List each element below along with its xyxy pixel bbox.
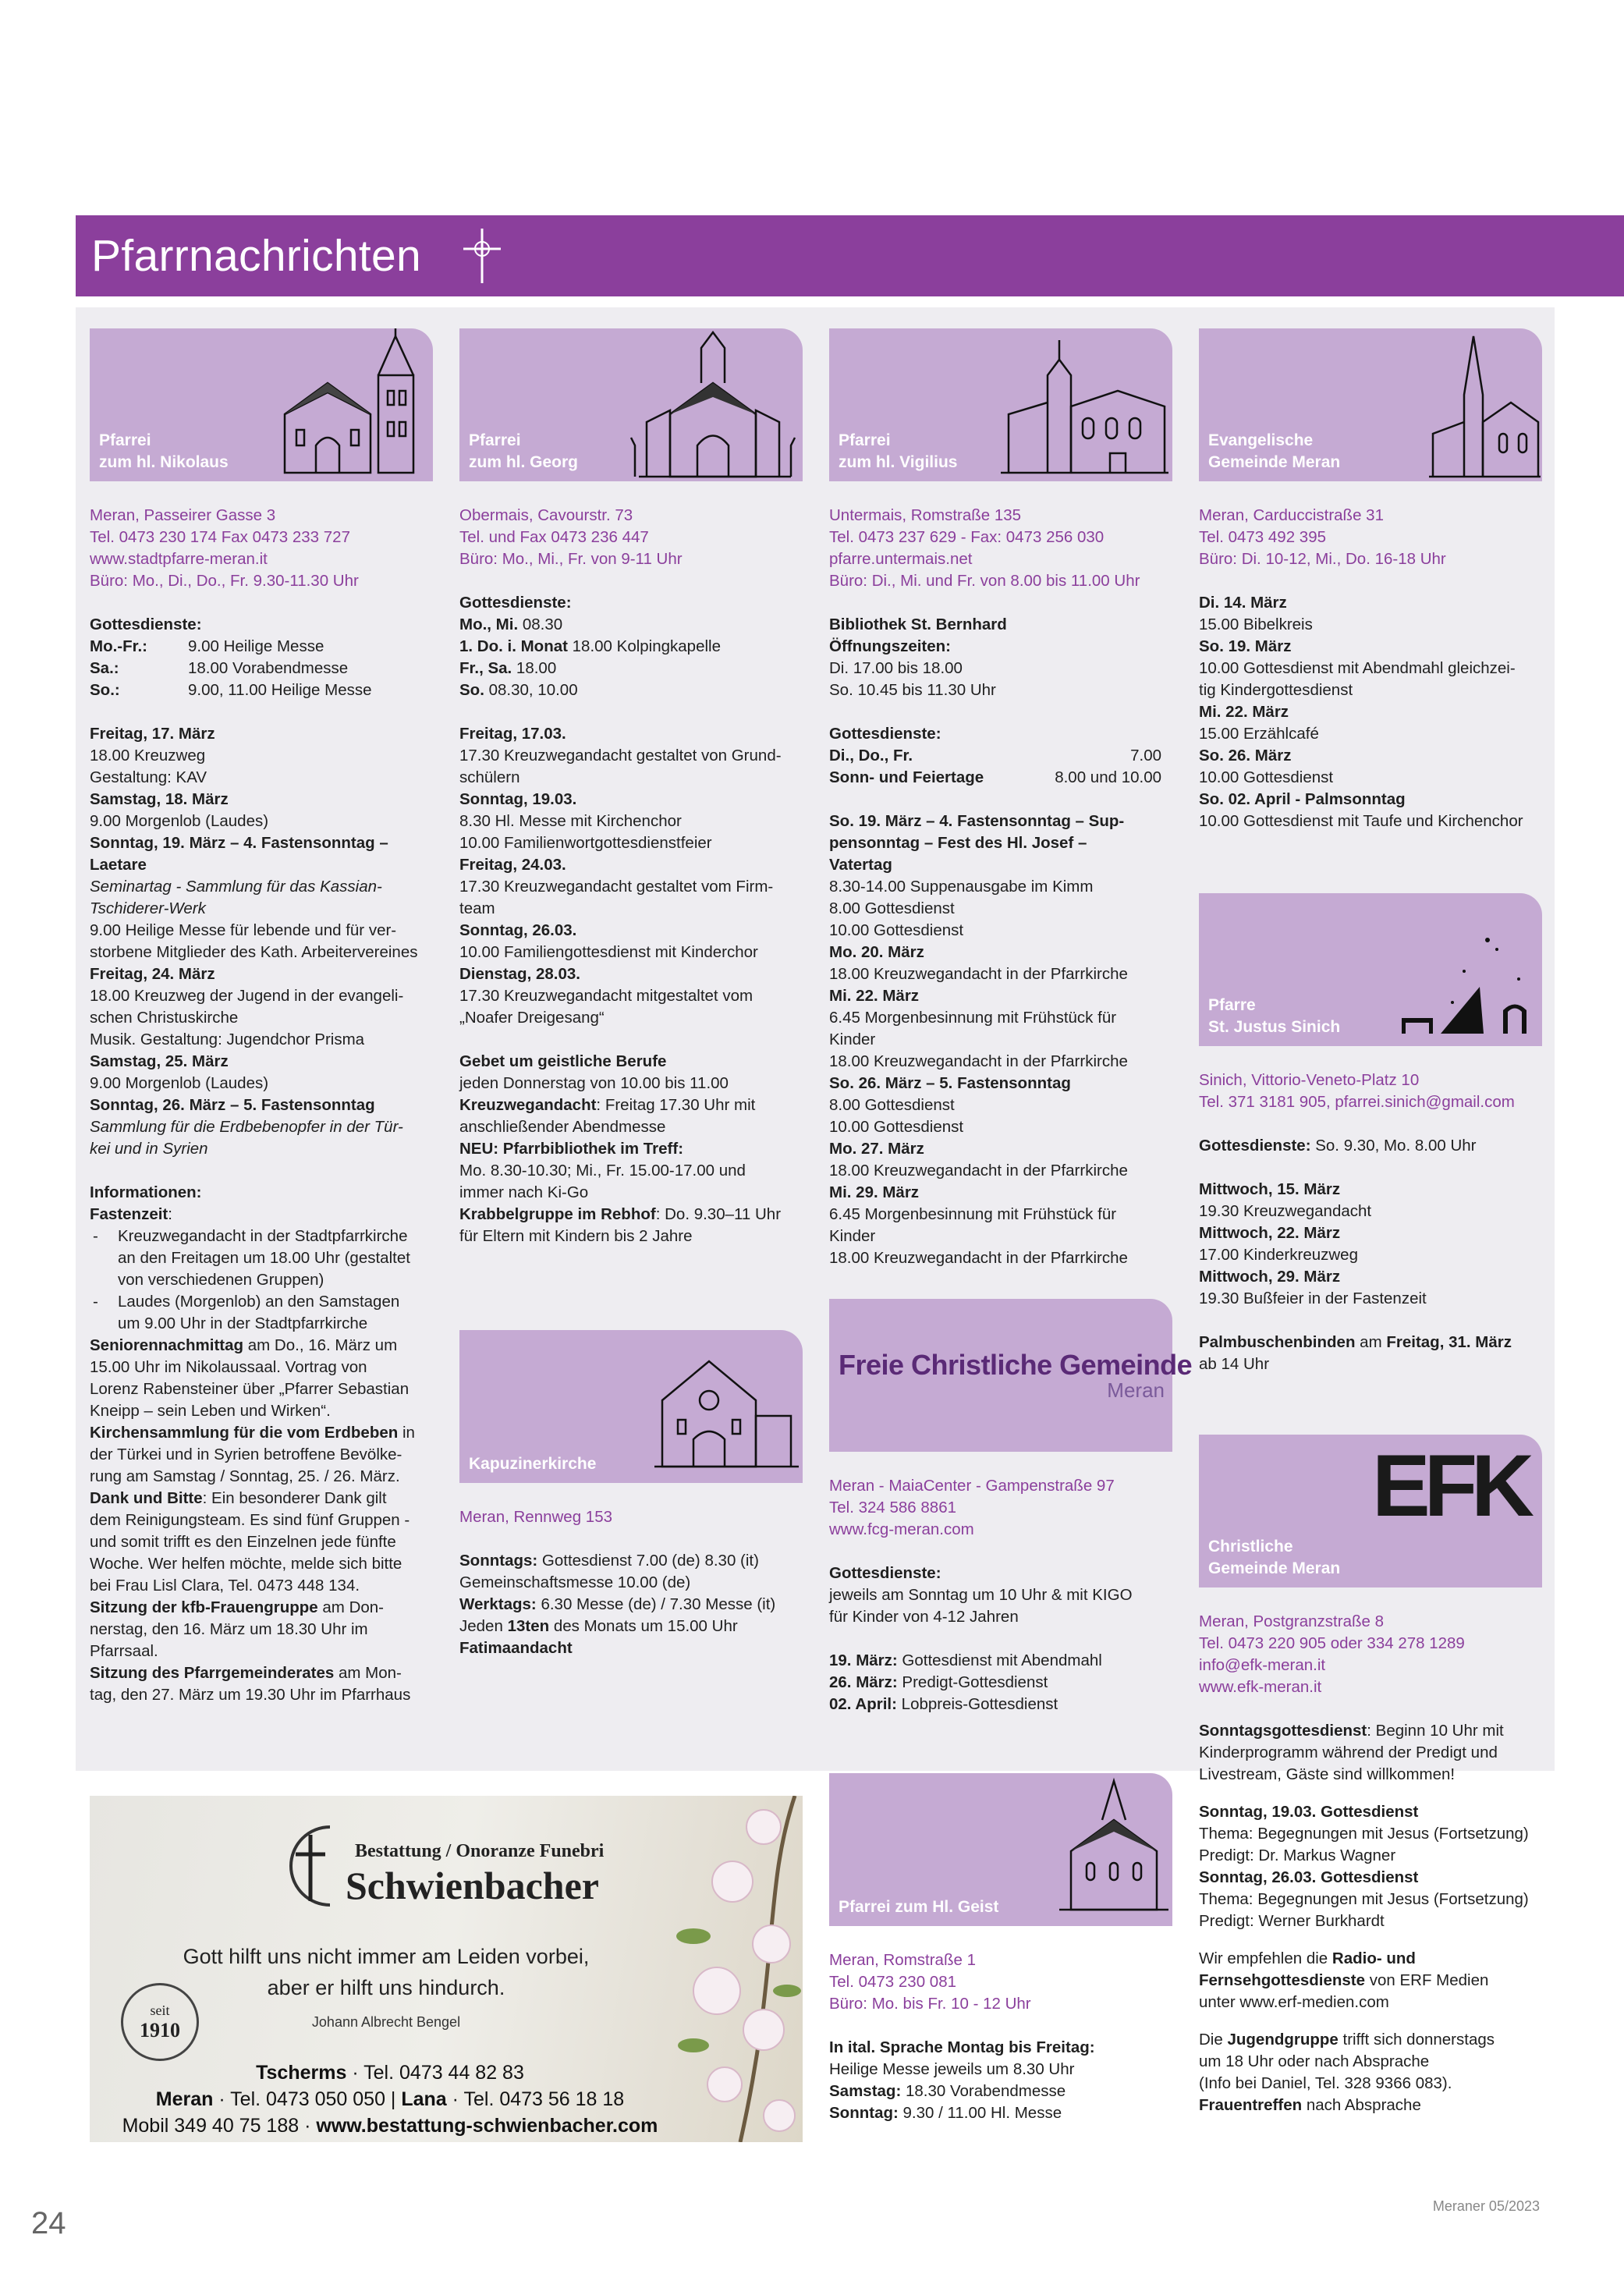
card-label: Pfarrei zum Hl. Geist <box>839 1898 999 1916</box>
church-georg-icon <box>623 328 803 481</box>
events-nikolaus: Gottesdienste: Mo.-Fr.: 9.00 Heilige Messe Sa.: 18.00 Vorabendmesse So.: 9.00, 11.00 Heilige Messe Freitag, 17. März 18.00 Kreuzweg Gestaltung: KAV Samstag, 18. März 9.00 Morgenlob (Laudes) Sonntag, 19. März – 4. Fastensonntag – Laetare Seminartag - Sammlung für das Kassian- Tschiderer-Werk 9.00 Heilige Messe für lebende und für ver- storbene Mitglieder des Kath. Arbeitervereines Freitag, 24. März 18.00 Kreuzweg der Jugend in der evangeli- schen Christuskirche Musik. Gestaltung: Jugendchor Prisma Samstag, 25. März 9.00 Morgenlob (Laudes) Sonntag, 26. März – 5. Fastensonntag Sammlung für die Erdbebenopfer in der Tür- kei und in Syrien Informationen: Fastenzeit: - Kreuzwegandacht in der Stadtpfarrkirche an den Freitagen um 18.00 Uhr (gestaltet von verschiedenen Gruppen) - Laudes (Morgenlob) an den Samstagen um 9.00 Uhr in der Stadtpfarrkirche Seniorennachmittag am Do., 16. März um 15.00 Uhr im Nikolaussaal. Vortrag von Lorenz Rabensteiner über „Pfarrer Sebastian Kneipp – sein Leben und Wirken“. Kirchensammlung für die vom Erdbeben in der Türkei und in Syrien betroffene Bevölke- rung am Samstag / Sonntag, 25. / 26. März. Dank und Bitte: Ein besonderer Dank gilt dem Reinigungsteam. Es sind fünf Gruppen - und somit trifft es den Einzelnen jede fünfte Woche. Wer helfen möchte, melde sich bitte bei Frau Lisl Clara, Tel. 0473 448 134. Sitzung der kfb-Frauengruppe am Don- nerstag, den 16. März um 18.30 Uhr im Pfarrsaal. Sitzung des Pfarrgemeinderates am Mon- tag, den 27. März um 19.30 Uhr im Pfarrhaus <box>90 615 418 1704</box>
seit-badge: seit 1910 <box>121 1983 199 2061</box>
church-vigilius-icon <box>993 328 1172 481</box>
contact-info: Untermais, Romstraße 135 Tel. 0473 237 629 - Fax: 0473 256 030 pfarre.untermais.net Büro: Di., Mi. und Fr. von 8.00 bis 11.00 Uhr <box>829 505 1172 592</box>
card-kapuziner <box>459 1330 803 1483</box>
ad-quote-author: Johann Albrecht Bengel <box>311 2014 461 2030</box>
card-vigilius <box>829 328 1172 481</box>
events-evangelisch: Di. 14. März 15.00 Bibelkreis So. 19. März 10.00 Gottesdienst mit Abendmahl gleichzei- tig Kindergottesdienst Mi. 22. März 15.00 Erzählcafé So. 26. März 10.00 Gottesdienst So. 02. April - Palmsonntag 10.00 Gottesdienst mit Taufe und Kirchenchor <box>1199 594 1523 830</box>
contact-info: Meran - MaiaCenter - Gampenstraße 97 Tel. 324 586 8861 www.fcg-meran.com <box>829 1475 1172 1541</box>
magazine-issue: Meraner 05/2023 <box>1432 2198 1540 2214</box>
card-sinich <box>1199 893 1542 1046</box>
card-geist <box>829 1773 1172 1926</box>
ad-quote: Gott hilft uns nicht immer am Leiden vorbei, aber er hilft uns hindurch. <box>183 1945 590 1999</box>
contact-info: Meran, Rennweg 153 <box>459 1508 613 1526</box>
funeral-ad <box>90 1796 803 2142</box>
ad-subtitle: Bestattung / Onoranze Funebri <box>355 1841 605 1861</box>
contact-info: Obermais, Cavourstr. 73 Tel. und Fax 0473 236 447 Büro: Mo., Mi., Fr. von 9-11 Uhr <box>459 506 683 568</box>
column-vigilius <box>829 328 1193 2124</box>
contact-info: Meran, Postgranzstraße 8 Tel. 0473 220 905 oder 334 278 1289 info@efk-meran.it www.efk-meran.it <box>1199 1611 1542 1698</box>
website-link[interactable]: pfarre.untermais.net <box>829 550 973 568</box>
column-georg <box>459 328 803 1659</box>
card-label: Kapuzinerkirche <box>469 1455 597 1473</box>
card-georg <box>459 328 803 481</box>
page-number: 24 <box>31 2206 66 2240</box>
fcg-sub: Meran <box>1107 1378 1165 1402</box>
email-link[interactable]: Tel. 371 3181 905, pfarrei.sinich@gmail.com <box>1199 1093 1515 1111</box>
column-nikolaus <box>90 328 433 1706</box>
cross-logo-icon <box>275 1819 346 1913</box>
cross-icon <box>459 227 505 285</box>
card-label: Pfarrei zum hl. Nikolaus <box>99 431 229 471</box>
church-geist-icon <box>1055 1773 1172 1926</box>
section-banner <box>76 215 1624 296</box>
card-label: Christliche Gemeinde Meran <box>1208 1538 1341 1577</box>
email-link[interactable]: info@efk-meran.it <box>1199 1656 1326 1674</box>
events-fcg: Gottesdienste: jeweils am Sonntag um 10 Uhr & mit KIGO für Kinder von 4-12 Jahren 19. März: Gottesdienst mit Abendmahl 26. März: Predigt-Gottesdienst 02. April: Lobpreis-Gottesdienst <box>829 1564 1133 1713</box>
card-label: Evangelische Gemeinde Meran <box>1208 431 1341 471</box>
events-sinich: Gottesdienste: So. 9.30, Mo. 8.00 Uhr Mittwoch, 15. März 19.30 Kreuzwegandacht Mittwoch, 22. März 17.00 Kinderkreuzweg Mittwoch, 29. März 19.30 Bußfeier in der Fastenzeit Palmbuschenbinden am Freitag, 31. März ab 14 Uhr <box>1199 1137 1512 1373</box>
ad-contacts: Tscherms · Tel. 0473 44 82 83 Meran · Tel. 0473 050 050 | Lana · Tel. 0473 56 18 18 Mobil 349 40 75 188 · www.bestattung-schwienbacher.com <box>122 2062 658 2137</box>
ad-website-link[interactable]: www.bestattung-schwienbacher.com <box>316 2115 658 2137</box>
card-label: Pfarrei zum hl. Georg <box>469 431 579 471</box>
ad-brand: Schwienbacher <box>346 1864 599 1907</box>
contact-info: Meran, Passeirer Gasse 3 Tel. 0473 230 174 Fax 0473 233 727 www.stadtpfarre-meran.it Büro: Mo., Di., Do., Fr. 9.30-11.30 Uhr <box>90 505 433 592</box>
events-georg: Gottesdienste: Mo., Mi. 08.30 1. Do. i. Monat 18.00 Kolpingkapelle Fr., Sa. 18.00 So. 08.30, 10.00 Freitag, 17.03. 17.30 Kreuzwegandacht gestaltet von Grund- schülern Sonntag, 19.03. 8.30 Hl. Messe mit Kirchenchor 10.00 Familienwortgottesdienstfeier Freitag, 24.03. 17.30 Kreuzwegandacht gestaltet vom Firm- team Sonntag, 26.03. 10.00 Familiengottesdienst mit Kinderchor Dienstag, 28.03. 17.30 Kreuzwegandacht mitgestaltet vom „Noafer Dreigesang“ Gebet um geistliche Berufe jeden Donnerstag von 10.00 bis 11.00 Kreuzwegandacht: Freitag 17.30 Uhr mit anschließender Abendmesse NEU: Pfarrbibliothek im Treff: Mo. 8.30-10.30; Mi., Fr. 15.00-17.00 und immer nach Ki-Go Krabbelgruppe im Rebhof: Do. 9.30–11 Uhr für Eltern mit Kindern bis 2 Jahre <box>459 594 782 1245</box>
card-nikolaus <box>90 328 433 481</box>
events-vigilius: Bibliothek St. Bernhard Öffnungszeiten: Di. 17.00 bis 18.00 So. 10.45 bis 11.30 Uhr Gottesdienste: Di., Do., Fr. 7.00 Sonn- und Feiertage 8.00 und 10.00 So. 19. März – 4. Fastensonntag – Sup- pensonntag – Fest des Hl. Josef – Vatertag 8.30-14.00 Suppenausgabe im Kimm 8.00 Gottesdienst 10.00 Gottesdienst Mo. 20. März 18.00 Kreuzwegandacht in der Pfarrkirche Mi. 22. März 6.45 Morgenbesinnung mit Frühstück für Kinder 18.00 Kreuzwegandacht in der Pfarrkirche So. 26. März – 5. Fastensonntag 8.00 Gottesdienst 10.00 Gottesdienst Mo. 27. März 18.00 Kreuzwegandacht in der Pfarrkirche Mi. 29. März 6.45 Morgenbesinnung mit Frühstück für Kinder 18.00 Kreuzwegandacht in der Pfarrkirche <box>829 615 1161 1267</box>
events-geist: In ital. Sprache Montag bis Freitag: Heilige Messe jeweils um 8.30 Uhr Samstag: 18.30 Vorabendmesse Sonntag: 9.30 / 11.00 Hl. Messe <box>829 2038 1095 2122</box>
church-sinich-icon <box>1386 893 1542 1046</box>
website-link[interactable]: www.efk-meran.it <box>1199 1678 1322 1696</box>
contact-info: Sinich, Vittorio-Veneto-Platz 10 Tel. 371 3181 905, pfarrei.sinich@gmail.com <box>1199 1070 1542 1113</box>
column-evangelisch <box>1199 328 1542 2116</box>
church-evangelisch-icon <box>1425 328 1542 481</box>
events-efk: Sonntagsgottesdienst: Beginn 10 Uhr mit Kinderprogramm während der Predigt und Livestream, Gäste sind willkommen! Sonntag, 19.03. Gottesdienst Thema: Begegnungen mit Jesus (Fortsetzung) Predigt: Dr. Markus Wagner Sonntag, 26.03. Gottesdienst Thema: Begegnungen mit Jesus (Fortsetzung) Predigt: Werner Burkhardt Wir empfehlen die Radio- und Fernsehgottesdienste von ERF Medien unter www.erf-medien.com Die Jugendgruppe trifft sich donnerstags um 18 Uhr oder nach Absprache (Info bei Daniel, Tel. 328 9366 083). Frauentreffen nach Absprache <box>1199 1722 1529 2114</box>
website-link[interactable]: www.stadtpfarre-meran.it <box>90 550 268 568</box>
fcg-logo: Freie Christliche Gemeinde <box>839 1348 1193 1381</box>
church-kapuziner-icon <box>647 1330 803 1483</box>
efk-logo: EFK <box>1372 1437 1528 1534</box>
events-kapuziner: Sonntags: Gottesdienst 7.00 (de) 8.30 (it) Gemeinschaftsmesse 10.00 (de) Werktags: 6.30 Messe (de) / 7.30 Messe (it) Jeden 13ten des Monats um 15.00 Uhr Fatimaandacht <box>459 1552 776 1657</box>
contact-info: Meran, Carduccistraße 31 Tel. 0473 492 395 Büro: Di. 10-12, Mi., Do. 16-18 Uhr <box>1199 506 1446 568</box>
card-evangelisch <box>1199 328 1542 481</box>
church-nikolaus-icon <box>269 328 433 481</box>
website-link[interactable]: www.fcg-meran.com <box>829 1520 974 1538</box>
card-label: Pfarre St. Justus Sinich <box>1208 996 1341 1036</box>
card-efk <box>1199 1435 1542 1587</box>
contact-info: Meran, Romstraße 1 Tel. 0473 230 081 Büro: Mo. bis Fr. 10 - 12 Uhr <box>829 1951 1031 2013</box>
card-label: Pfarrei zum hl. Vigilius <box>839 431 958 471</box>
card-fcg <box>829 1299 1193 1452</box>
page-title: Pfarrnachrichten <box>91 231 422 281</box>
